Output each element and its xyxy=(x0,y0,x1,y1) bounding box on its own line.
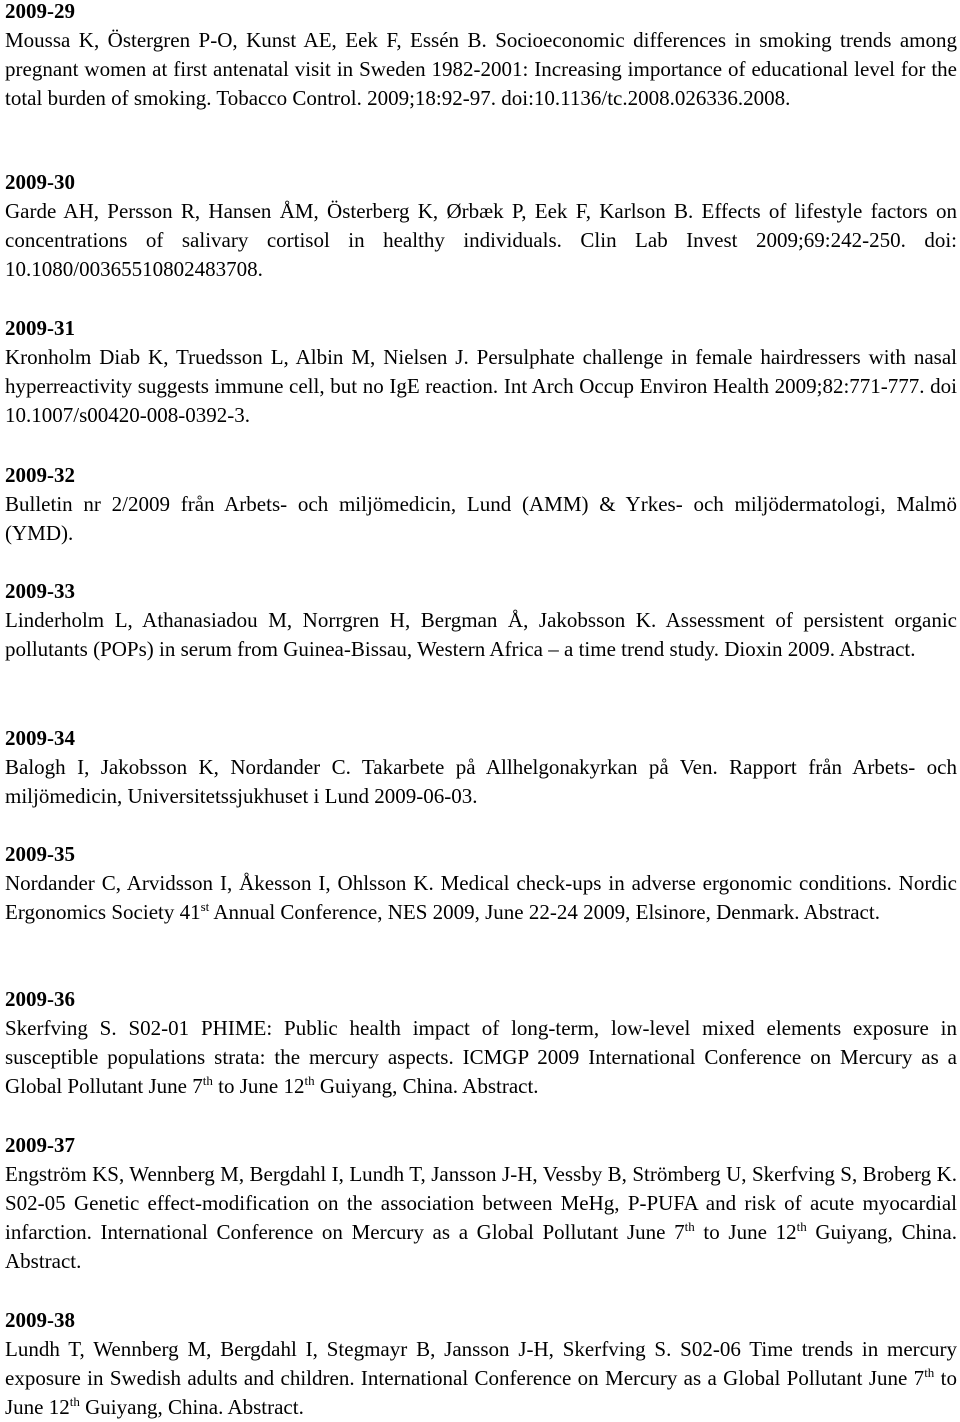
publication-entry-2009-36 xyxy=(5,985,957,1101)
entry-id: 2009-32 xyxy=(5,463,75,487)
citation-text: Guiyang, China. Abstract. xyxy=(5,1220,958,1273)
publication-entry-2009-38 xyxy=(5,1306,957,1422)
citation-text: to June 12 xyxy=(5,1366,957,1419)
ordinal-suffix: th xyxy=(69,1394,80,1409)
entry-id: 2009-31 xyxy=(5,316,75,340)
entry-id: 2009-35 xyxy=(5,842,75,866)
ordinal-suffix: th xyxy=(304,1073,315,1088)
publication-entry-2009-33 xyxy=(5,577,957,664)
citation-text: Skerfving S. S02-01 PHIME: Public health impact of long-term, low-level mixed elements exposure in susceptible populations strata: the mercury aspects. ICMGP 2009 International Conference on Mercury as a Global Pollutant June 7 xyxy=(5,1016,957,1098)
entry-id: 2009-29 xyxy=(5,0,75,23)
entry-citation: Balogh I, Jakobsson K, Nordander C. Takarbete på Allhelgonakyrkan på Ven. Rapport från Arbets- och miljömedicin, Universitetssjukhuset i Lund 2009-06-03. xyxy=(5,755,957,808)
citation-text: Guiyang, China. Abstract. xyxy=(79,1395,304,1419)
publication-entry-2009-34 xyxy=(5,724,957,811)
publication-entry-2009-35 xyxy=(5,840,957,927)
ordinal-suffix: th xyxy=(202,1073,213,1088)
publication-entry-2009-32 xyxy=(5,461,957,548)
publication-entry-2009-31 xyxy=(5,314,957,430)
ordinal-suffix: th xyxy=(796,1219,807,1234)
entry-citation xyxy=(5,1014,957,1101)
ordinal-suffix: th xyxy=(924,1365,935,1380)
citation-text: to June 12 xyxy=(694,1220,797,1244)
ordinal-suffix: th xyxy=(684,1219,695,1234)
entry-id: 2009-34 xyxy=(5,726,75,750)
entry-citation: Moussa K, Östergren P-O, Kunst AE, Eek F, Essén B. Socioeconomic differences in smoking trends among pregnant women at first antenatal visit in Sweden 1982-2001: Increasing importance of educational level for the total burden of smoking. Tobacco Control. 2009;18:92-97. doi:10.1136/tc.2008.026336.2008. xyxy=(5,28,957,110)
entry-id: 2009-37 xyxy=(5,1133,75,1157)
publication-entry-2009-37 xyxy=(5,1131,957,1276)
entry-citation: Linderholm L, Athanasiadou M, Norrgren H, Bergman Å, Jakobsson K. Assessment of persistent organic pollutants (POPs) in serum from Guinea-Bissau, Western Africa – a time trend study. Dioxin 2009. Abstract. xyxy=(5,608,957,661)
entry-citation: Bulletin nr 2/2009 från Arbets- och miljömedicin, Lund (AMM) & Yrkes- och miljödermatologi, Malmö (YMD). xyxy=(5,492,957,545)
citation-text: Guiyang, China. Abstract. xyxy=(314,1074,539,1098)
entry-id: 2009-33 xyxy=(5,579,75,603)
publication-entry-2009-29 xyxy=(5,0,957,113)
entry-citation xyxy=(5,1160,957,1276)
citation-text: Nordander C, Arvidsson I, Åkesson I, Ohlsson K. Medical check-ups in adverse ergonomic conditions. Nordic Ergonomics Society 41 xyxy=(5,871,957,924)
citation-text: Annual Conference, NES 2009, June 22-24 2009, Elsinore, Denmark. Abstract. xyxy=(209,900,880,924)
citation-text: Lundh T, Wennberg M, Bergdahl I, Stegmayr B, Jansson J-H, Skerfving S. S02-06 Time trends in mercury exposure in Swedish adults and children. International Conference on Mercury as a Global Pollutant June 7 xyxy=(5,1337,957,1390)
entry-id: 2009-38 xyxy=(5,1308,75,1332)
entry-id: 2009-30 xyxy=(5,170,75,194)
entry-id: 2009-36 xyxy=(5,987,75,1011)
entry-citation: Garde AH, Persson R, Hansen ÅM, Österberg K, Ørbæk P, Eek F, Karlson B. Effects of lifestyle factors on concentrations of salivary cortisol in healthy individuals. Clin Lab Invest 2009;69:242-250. doi: 10.1080/00365510802483708. xyxy=(5,199,957,281)
entry-citation: Kronholm Diab K, Truedsson L, Albin M, Nielsen J. Persulphate challenge in female hairdressers with nasal hyperreactivity suggests immune cell, but no IgE reaction. Int Arch Occup Environ Health 2009;82:771-777. doi 10.1007/s00420-008-0392-3. xyxy=(5,345,957,427)
publication-entry-2009-30 xyxy=(5,168,957,284)
citation-text: Engström KS, Wennberg M, Bergdahl I, Lundh T, Jansson J-H, Vessby B, Strömberg U, Skerfving S, Broberg K. S02-05 Genetic effect-modification on the association between MeHg, P-PUFA and risk of acute myocardial infarction. International Conference on Mercury as a Global Pollutant June 7 xyxy=(5,1162,957,1244)
entry-citation xyxy=(5,869,957,927)
entry-citation xyxy=(5,1335,957,1422)
ordinal-suffix: st xyxy=(200,899,210,914)
citation-text: to June 12 xyxy=(212,1074,305,1098)
